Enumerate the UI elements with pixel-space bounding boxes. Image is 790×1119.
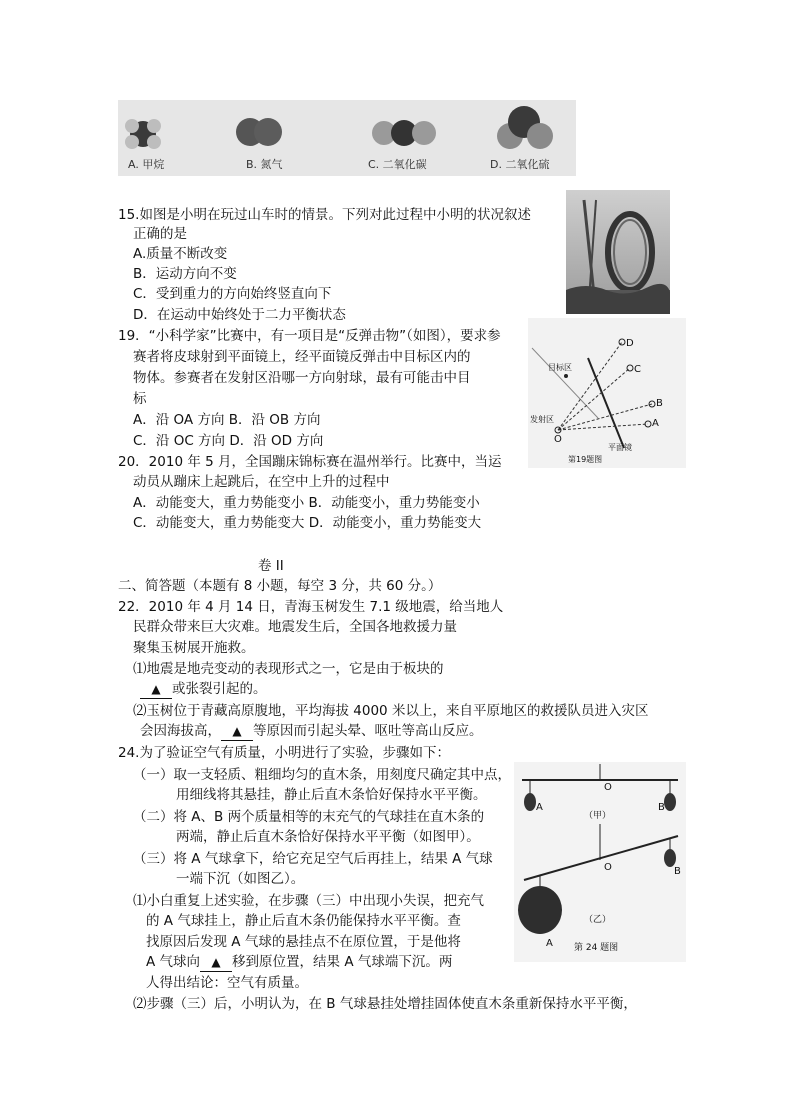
molecule-label-b: B. 氮气 xyxy=(246,158,283,171)
q24-step1-line1: （一）取一支轻质、粗细均匀的直木条，用刻度尺确定其中点， xyxy=(133,767,511,783)
molecule-label-a: A. 甲烷 xyxy=(128,158,165,171)
q24-part1-pre: A 气球向 xyxy=(146,954,201,970)
q15-stem-line2: 正确的是 xyxy=(133,226,187,242)
q22-part2-post: 等原因而引起头晕、呕吐等高山反应。 xyxy=(253,723,483,739)
q24-caption: 第 24 题图 xyxy=(574,943,619,953)
answer-blank[interactable]: ▲ xyxy=(140,680,172,699)
carbon-dioxide-model xyxy=(372,120,436,146)
q24-balloon-diagram xyxy=(514,762,686,962)
q24-part1-line5: 人得出结论：空气有质量。 xyxy=(146,975,308,991)
q22-stem-line2: 民群众带来巨大灾难。地震发生后，全国各地救援力量 xyxy=(133,619,457,635)
q24-part1-post: 移到原位置，结果 A 气球端下沉。两 xyxy=(232,954,453,970)
q22-part2-line1: ⑵玉树位于青藏高原腹地，平均海拔 4000 米以上，来自平原地区的救援队员进入灾区 xyxy=(133,703,649,719)
q19-label-mirror: 平面镜 xyxy=(608,443,632,452)
q19-label-b: B xyxy=(656,398,663,409)
q15-stem-line1: 15.如图是小明在玩过山车时的情景。下列对此过程中小明的状况叙述 xyxy=(118,207,531,223)
q19-options-cd: C．沿 OC 方向 D．沿 OD 方向 xyxy=(133,433,324,449)
q24-step2-line1: （二）将 A、B 两个质量相等的末充气的气球挂在直木条的 xyxy=(133,809,485,825)
molecule-label-c: C. 二氧化碳 xyxy=(368,158,427,171)
q24-step2-line2: 两端，静止后直木条恰好保持水平平衡（如图甲）。 xyxy=(176,829,480,845)
q22-part2-line2 xyxy=(140,722,483,741)
q20-options-ab: A．动能变大，重力势能变小 B．动能变小，重力势能变小 xyxy=(133,495,480,511)
q15-option-a: A.质量不断改变 xyxy=(133,246,228,262)
q19-label-a: A xyxy=(652,418,659,429)
nitrogen-model xyxy=(236,118,282,146)
q15-option-d: D．在运动中始终处于二力平衡状态 xyxy=(133,307,346,323)
q24-label-b-yi: B xyxy=(674,866,681,877)
q24-stem: 24.为了验证空气有质量，小明进行了实验，步骤如下： xyxy=(118,745,450,761)
q19-caption: 第19题图 xyxy=(568,455,603,464)
q19-label-launch: 发射区 xyxy=(530,415,554,424)
q24-part1-line2: 的 A 气球挂上，静止后直木条仍能保持水平平衡。查 xyxy=(146,913,461,929)
molecule-figure-strip xyxy=(118,100,576,176)
q19-stem-line2: 赛者将皮球射到平面镜上，经平面镜反弹击中目标区内的 xyxy=(133,349,471,365)
q24-step1-line2: 用细线将其悬挂，静止后直木条恰好保持水平平衡。 xyxy=(176,787,487,803)
q24-part1-line4 xyxy=(146,953,452,972)
q19-label-d: D xyxy=(626,338,634,349)
q24-label-o-jia: O xyxy=(604,782,612,793)
q19-label-target: 目标区 xyxy=(548,363,572,372)
q19-stem-line3: 物体。参赛者在发射区沿哪一方向射球，最有可能击中目 xyxy=(133,370,471,386)
q22-part1-line1: ⑴地震是地壳变动的表现形式之一，它是由于板块的 xyxy=(133,661,444,677)
answer-blank[interactable]: ▲ xyxy=(221,722,253,741)
q19-label-c: C xyxy=(634,364,641,375)
q24-label-o-yi: O xyxy=(604,862,612,873)
q24-part1-line1: ⑴小白重复上述实验，在步骤（三）中出现小失误，把充气 xyxy=(133,893,484,909)
section-title: 卷 II xyxy=(258,558,284,574)
q15-option-b: B．运动方向不变 xyxy=(133,266,237,282)
q24-part2-line1: ⑵步骤（三）后，小明认为，在 B 气球悬挂处增挂固体使直木条重新保持水平平衡， xyxy=(133,996,637,1012)
q22-stem-line3: 聚集玉树展开施救。 xyxy=(133,640,255,656)
q24-part1-line3: 找原因后发现 A 气球的悬挂点不在原位置，于是他将 xyxy=(146,934,461,950)
q22-part1-text: 或张裂引起的。 xyxy=(172,681,267,697)
q20-options-cd: C．动能变大，重力势能变大 D．动能变小，重力势能变大 xyxy=(133,515,482,531)
q22-stem-line1: 22．2010 年 4 月 14 日，青海玉树发生 7.1 级地震，给当地人 xyxy=(118,599,504,615)
q20-stem-line1: 20．2010 年 5 月，全国蹦床锦标赛在温州举行。比赛中，当运 xyxy=(118,454,502,470)
q19-options-ab: A．沿 OA 方向 B．沿 OB 方向 xyxy=(133,412,321,428)
q24-label-yi: （乙） xyxy=(584,915,612,925)
q19-stem-line4: 标 xyxy=(133,391,147,407)
q24-label-jia: （甲） xyxy=(584,811,612,821)
q22-part2-pre: 会因海拔高， xyxy=(140,723,221,739)
roller-coaster-photo xyxy=(566,190,670,314)
q24-label-b-jia: B xyxy=(658,802,665,813)
molecule-label-d: D. 二氧化硫 xyxy=(490,158,550,171)
answer-blank[interactable]: ▲ xyxy=(200,953,232,972)
q20-stem-line2: 动员从蹦床上起跳后，在空中上升的过程中 xyxy=(133,474,390,490)
q24-step3-line2: 一端下沉（如图乙）。 xyxy=(176,871,305,887)
q15-option-c: C．受到重力的方向始终竖直向下 xyxy=(133,286,332,302)
methane-model xyxy=(125,119,161,149)
q24-label-a-yi: A xyxy=(546,938,553,949)
q19-reflection-diagram xyxy=(528,318,686,468)
q24-step3-line1: （三）将 A 气球拿下，给它充足空气后再挂上，结果 A 气球 xyxy=(133,851,493,867)
q24-label-a-jia: A xyxy=(536,802,543,813)
q19-label-o: O xyxy=(554,434,562,445)
q22-part1-line2 xyxy=(140,680,267,699)
section-header: 二、简答题（本题有 8 小题，每空 3 分，共 60 分。） xyxy=(118,578,442,594)
q19-stem-line1: 19．“小科学家”比赛中，有一项目是“反弹击物”（如图），要求参 xyxy=(118,328,501,344)
